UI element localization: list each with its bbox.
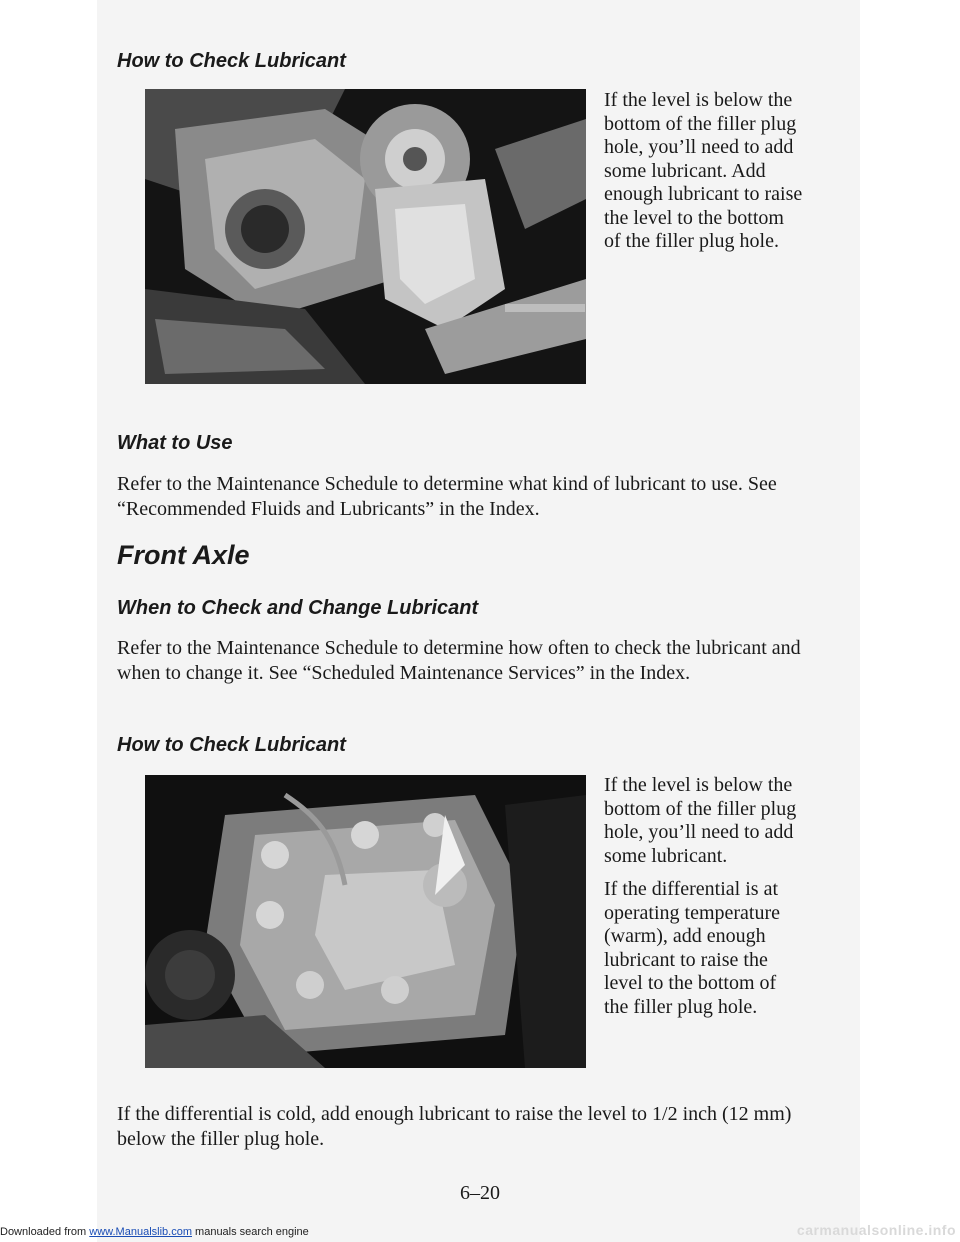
section-heading-when-to-check: When to Check and Change Lubricant (117, 597, 479, 619)
watermark: carmanualsonline.info (796, 1222, 956, 1238)
side-paragraph: If the level is below the bottom of the filler plug hole, you’ll need to add some lubricant. (604, 774, 797, 867)
manualslib-link[interactable]: www.Manualslib.com (89, 1226, 192, 1238)
side-text-rear (604, 89, 804, 264)
section-heading-what-to-use: What to Use (117, 432, 233, 454)
side-paragraph: If the level is below the bottom of the filler plug hole, you’ll need to add some lubricant. Add enough lubricant to raise the level to the bottom of the filler plug hole. (604, 89, 803, 252)
footer-suffix: manuals search engine (191, 1226, 309, 1238)
front-axle-photo (145, 775, 586, 1068)
rear-axle-photo (145, 89, 586, 384)
page-number: 6–20 (460, 1182, 500, 1204)
when-to-check-paragraph: Refer to the Maintenance Schedule to determine how often to check the lubricant and when to change it. See “Scheduled Maintenance Services” in the Index. (117, 637, 801, 684)
section-title-front-axle: Front Axle (117, 540, 250, 570)
section-heading-how-to-check-rear: How to Check Lubricant (117, 50, 346, 72)
cold-differential-paragraph: If the differential is cold, add enough lubricant to raise the level to 1/2 inch (12 mm) below the filler plug hole. (117, 1103, 792, 1150)
side-text-front (604, 774, 804, 1029)
download-footer (0, 1226, 309, 1238)
what-to-use-paragraph: Refer to the Maintenance Schedule to determine what kind of lubricant to use. See “Recommended Fluids and Lubricants” in the Index. (117, 473, 777, 520)
section-heading-how-to-check-front: How to Check Lubricant (117, 734, 346, 756)
side-paragraph: If the differential is at operating temperature (warm), add enough lubricant to raise the level to the bottom of the filler plug hole. (604, 878, 781, 1018)
footer-prefix: Downloaded from (0, 1226, 90, 1238)
